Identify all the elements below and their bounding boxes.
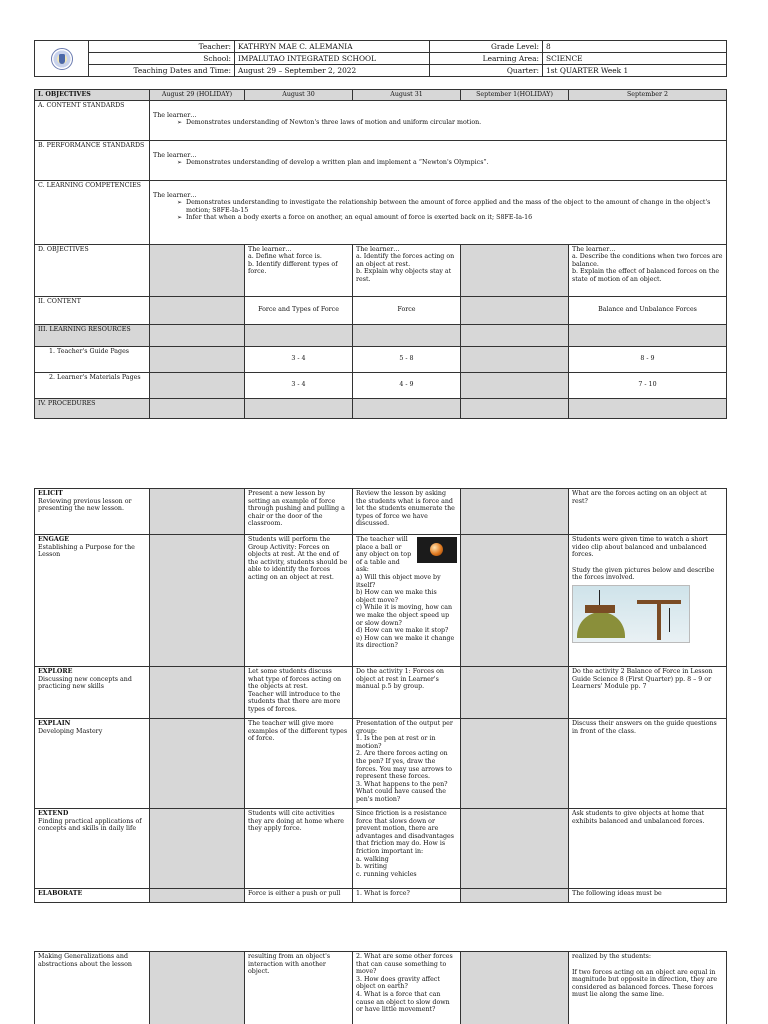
content-standards-intro: The learner… xyxy=(153,111,197,119)
elicit-sep2: What are the forces acting on an object at rest? xyxy=(569,489,727,535)
engage-sep2-b: Study the given pictures below and describe the forces involved. xyxy=(572,566,715,582)
bullet-arrow-icon: ➢ xyxy=(177,119,183,127)
elicit-aug31: Review the lesson by asking the students what is force and let the students enumerate the types of force we have discussed. xyxy=(353,489,461,535)
grade-label: Grade Level: xyxy=(430,41,543,53)
lesson-table-part-1 xyxy=(34,89,726,419)
explain-sep2: Discuss their answers on the guide questions in front of the class. xyxy=(569,719,727,809)
generalization-sep2-b: If two forces acting on an object are equal in magnitude but opposite in direction, they are considered as balanced forces. These forces must lie along the same line. xyxy=(572,968,718,999)
d-objectives-aug30: The learner… a. Define what force is. b. Identify different types of force. xyxy=(245,244,353,296)
generalization-sep2-a: realized by the students: xyxy=(572,953,652,960)
school-label: School: xyxy=(89,53,235,65)
lesson-table-part-3 xyxy=(34,951,726,1024)
tg-pages-sep2: 8 - 9 xyxy=(569,346,727,372)
extend-label: EXTEND xyxy=(38,810,69,817)
lm-pages-sep2: 7 - 10 xyxy=(569,372,727,398)
elaborate-label: ELABORATE xyxy=(35,889,150,903)
extend-aug30: Students will cite activities they are doing at home where they apply force. xyxy=(245,809,353,889)
lm-pages-aug31: 4 - 9 xyxy=(353,372,461,398)
content-aug30: Force and Types of Force xyxy=(245,296,353,324)
teacher-name: KATHRYN MAE C. ALEMANIA xyxy=(235,41,430,53)
area-label: Learning Area: xyxy=(430,53,543,65)
explore-sub: Discussing new concepts and practicing new skills xyxy=(38,675,132,691)
area-value: SCIENCE xyxy=(543,53,727,65)
generalization-label: Making Generalizations and abstractions about the lesson xyxy=(35,952,150,1024)
tg-pages-aug30: 3 - 4 xyxy=(245,346,353,372)
day-header-2: August 30 xyxy=(245,90,353,101)
performance-standards-intro: The learner… xyxy=(153,151,197,159)
d-objectives-sep1 xyxy=(461,244,569,296)
competency-item-1: Demonstrates understanding to investigate the relationship between the amount of force applied and the mass of the object to the amount of change in the object's motion; S8FE-Ia-15 xyxy=(186,199,711,214)
grade-value: 8 xyxy=(543,41,727,53)
lesson-header xyxy=(34,40,726,77)
d-objectives-label: D. OBJECTIVES xyxy=(35,244,150,296)
resources-label: III. LEARNING RESOURCES xyxy=(35,324,150,346)
content-standards-label: A. CONTENT STANDARDS xyxy=(35,100,150,140)
day-header-1: August 29 (HOLIDAY) xyxy=(150,90,245,101)
engage-sub: Establishing a Purpose for the Lesson xyxy=(38,543,135,559)
lm-pages-aug30: 3 - 4 xyxy=(245,372,353,398)
competencies-label: C. LEARNING COMPETENCIES xyxy=(35,180,150,244)
engage-sep2-a: Students were given time to watch a short video clip about balanced and unbalanced forces. xyxy=(572,536,708,559)
engage-aug30: Students will perform the Group Activity: Forces on objects at rest. At the end of the activity, students should be able to identify the forces acting on an object at rest. xyxy=(245,535,353,667)
d-objectives-sep2: The learner… a. Describe the conditions when two forces are balance. b. Explain the effect of balanced forces on the state of motion of an object. xyxy=(569,244,727,296)
performance-standards-label: B. PERFORMANCE STANDARDS xyxy=(35,140,150,180)
day-header-5: September 2 xyxy=(569,90,727,101)
elaborate-aug31: 1. What is force? xyxy=(353,889,461,903)
lm-pages-label: 2. Learner's Materials Pages xyxy=(35,372,150,398)
elaborate-sep2: The following ideas must be xyxy=(569,889,727,903)
elicit-label: ELICIT xyxy=(38,490,63,497)
engage-label: ENGAGE xyxy=(38,536,69,543)
deped-seal-logo xyxy=(35,41,89,77)
bullet-arrow-icon: ➢ xyxy=(177,159,183,167)
extend-aug31: Since friction is a resistance force that slows down or prevent motion, there are advantages and disadvantages that friction may do. How is friction important in: a. walking b. writing c. running vehicles xyxy=(353,809,461,889)
balanced-forces-image xyxy=(572,585,690,643)
school-name: IMPALUTAO INTEGRATED SCHOOL xyxy=(235,53,430,65)
procedures-label: IV. PROCEDURES xyxy=(35,398,150,418)
explain-aug30: The teacher will give more examples of the different types of force. xyxy=(245,719,353,809)
d-objectives-aug31: The learner… a. Identify the forces acting on an object at rest. b. Explain why objects stay at rest. xyxy=(353,244,461,296)
explore-label: EXPLORE xyxy=(38,668,73,675)
content-standards-item: Demonstrates understanding of Newton's three laws of motion and uniform circular motion. xyxy=(186,119,482,127)
content-aug31: Force xyxy=(353,296,461,324)
objectives-heading: I. OBJECTIVES xyxy=(35,90,150,101)
engage-aug31-intro: The teacher will place a ball or any object on top of a table and ask: xyxy=(356,536,412,574)
d-objectives-aug29 xyxy=(150,244,245,296)
ball-on-table-image xyxy=(417,537,457,563)
quarter-label: Quarter: xyxy=(430,65,543,77)
teacher-label: Teacher: xyxy=(89,41,235,53)
quarter-value: 1st QUARTER Week 1 xyxy=(543,65,727,77)
performance-standards-item: Demonstrates understanding of develop a written plan and implement a “Newton's Olympics”. xyxy=(186,159,489,167)
competency-item-2: Infer that when a body exerts a force on another, an equal amount of force is exerted back on it; S8FE-Ia-16 xyxy=(186,214,533,222)
explain-aug31: Presentation of the output per group: 1. Is the pen at rest or in motion? 2. Are there forces acting on the pen? If yes, draw the forces. You may use arrows to represent these forces. 3. What happens to the pen? What could have caused the pen's motion? xyxy=(353,719,461,809)
bullet-arrow-icon: ➢ xyxy=(177,214,183,222)
day-header-4: September 1(HOLIDAY) xyxy=(461,90,569,101)
elicit-aug30: Present a new lesson by setting an example of force through pushing and pulling a chair or the door of the classroom. xyxy=(245,489,353,535)
competencies-intro: The learner… xyxy=(153,191,197,199)
explain-sub: Developing Mastery xyxy=(38,727,103,735)
engage-aug31-questions: a) Will this object move by itself? b) How can we make this object move? c) While it is moving, how can we make the object speed up or slow down? d) How can we make it stop? e) How can we make it change its direction? xyxy=(356,573,455,650)
explore-aug30: Let some students discuss what type of forces acting on the objects at rest. Teacher will introduce to the students that there are more types of forces. xyxy=(245,667,353,719)
bullet-arrow-icon: ➢ xyxy=(177,199,183,207)
tg-pages-aug31: 5 - 8 xyxy=(353,346,461,372)
seal-icon xyxy=(51,48,73,70)
explain-label: EXPLAIN xyxy=(38,720,71,727)
generalization-aug30: resulting from an object's interaction with another object. xyxy=(245,952,353,1024)
elicit-sub: Reviewing previous lesson or presenting the new lesson. xyxy=(38,497,132,513)
extend-sep2: Ask students to give objects at home that exhibits balanced and unbalanced forces. xyxy=(569,809,727,889)
content-label: II. CONTENT xyxy=(35,296,150,324)
lesson-table-part-2 xyxy=(34,488,726,903)
generalization-aug31: 2. What are some other forces that can cause something to move? 3. How does gravity affect object on earth? 4. What is a force that can cause an object to slow down or have little movement? xyxy=(353,952,461,1024)
dates-value: August 29 – September 2, 2022 xyxy=(235,65,430,77)
elaborate-aug30: Force is either a push or pull xyxy=(245,889,353,903)
explore-sep2: Do the activity 2 Balance of Force in Lesson Guide Science 8 (First Quarter) pp. 8 – 9 or Learners' Module pp. 7 xyxy=(569,667,727,719)
dates-label: Teaching Dates and Time: xyxy=(89,65,235,77)
extend-sub: Finding practical applications of concepts and skills in daily life xyxy=(38,817,142,833)
tg-pages-label: 1. Teacher's Guide Pages xyxy=(35,346,150,372)
content-sep2: Balance and Unbalance Forces xyxy=(569,296,727,324)
explore-aug31: Do the activity 1: Forces on object at rest in Learner's manual p.5 by group. xyxy=(353,667,461,719)
day-header-3: August 31 xyxy=(353,90,461,101)
